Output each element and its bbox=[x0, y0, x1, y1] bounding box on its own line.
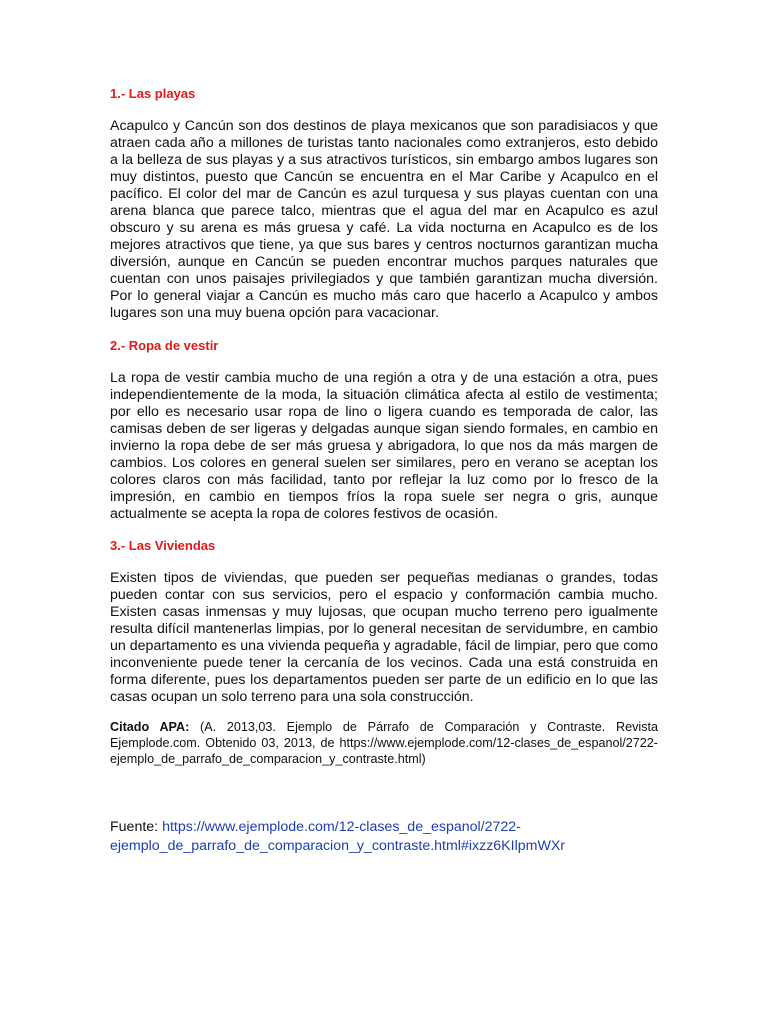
source-label: Fuente: bbox=[110, 819, 163, 835]
document-page bbox=[110, 84, 658, 870]
section-heading-ropa: 2.- Ropa de vestir bbox=[110, 338, 219, 353]
section-paragraph-playas: Acapulco y Cancún son dos destinos de playa mexicanos que son paradisiacos y que atraen cada año a millones de turistas tanto nacionales como extranjeros, esto debido a la belleza de sus playas y a sus atractivos turísticos, sin embargo ambos lugares son muy distintos, puesto que Cancún se encuentra en el Mar Caribe y Acapulco en el pacífico. El color del mar de Cancún es azul turquesa y sus playas cuentan con una arena blanca que parece talco, mientras que el agua del mar en Acapulco es azul obscuro y su arena es más gruesa y café. La vida nocturna en Acapulco es de los mejores atractivos que tiene, ya que sus bares y centros nocturnos garantizan mucha diversión, aunque en Cancún se pueden encontrar muchos parques naturales que cuentan con unos paisajes privilegiados y que también garantizan mucha diversión. Por lo general viajar a Cancún es mucho más caro que hacerlo a Acapulco y ambos lugares son una muy buena opción para vacacionar. bbox=[110, 118, 658, 321]
citation-label: Citado APA: bbox=[110, 720, 190, 734]
section-heading-viviendas: 3.- Las Viviendas bbox=[110, 538, 216, 553]
source-link[interactable]: https://www.ejemplode.com/12-clases_de_espanol/2722-ejemplo_de_parrafo_de_comparacion_y_contraste.html#ixzz6KIlpmWXr bbox=[110, 819, 566, 854]
apa-citation bbox=[110, 719, 658, 767]
citation-text: (A. 2013,03. Ejemplo de Párrafo de Comparación y Contraste. Revista Ejemplode.com. Obtenido 03, 2013, de https://www.ejemplode.com/12-clases_de_espanol/2722-ejemplo_de_parrafo_de_comparacion_y_contraste.html) bbox=[110, 720, 658, 766]
source-line bbox=[110, 818, 658, 856]
section-paragraph-ropa: La ropa de vestir cambia mucho de una región a otra y de una estación a otra, pues independientemente de la moda, la situación climática afecta al estilo de vestimenta; por ello es necesario usar ropa de lino o ligera cuando es temporada de calor, las camisas deben de ser ligeras y delgadas aunque sigan siendo formales, en cambio en invierno la ropa debe de ser más gruesa y abrigadora, lo que nos da más margen de cambios. Los colores en general suelen ser similares, pero en verano se aceptan los colores claros con más facilidad, tanto por reflejar la luz como por lo fresco de la impresión, en cambio en tiempos fríos la ropa suele ser negra o gris, aunque actualmente se acepta la ropa de colores festivos de ocasión. bbox=[110, 370, 658, 522]
section-heading-playas: 1.- Las playas bbox=[110, 86, 196, 101]
section-paragraph-viviendas: Existen tipos de viviendas, que pueden ser pequeñas medianas o grandes, todas pueden contar con sus servicios, pero el espacio y conformación cambia mucho. Existen casas inmensas y muy lujosas, que ocupan mucho terreno pero igualmente resulta difícil mantenerlas limpias, por lo general necesitan de servidumbre, en cambio un departamento es una vivienda pequeña y agradable, fácil de limpiar, pero que como inconveniente puede tener la cercanía de los vecinos. Cada una está construida en forma diferente, pues los departamentos pueden ser parte de un edificio en lo que las casas ocupan un solo terreno para una sola construcción. bbox=[110, 570, 658, 705]
